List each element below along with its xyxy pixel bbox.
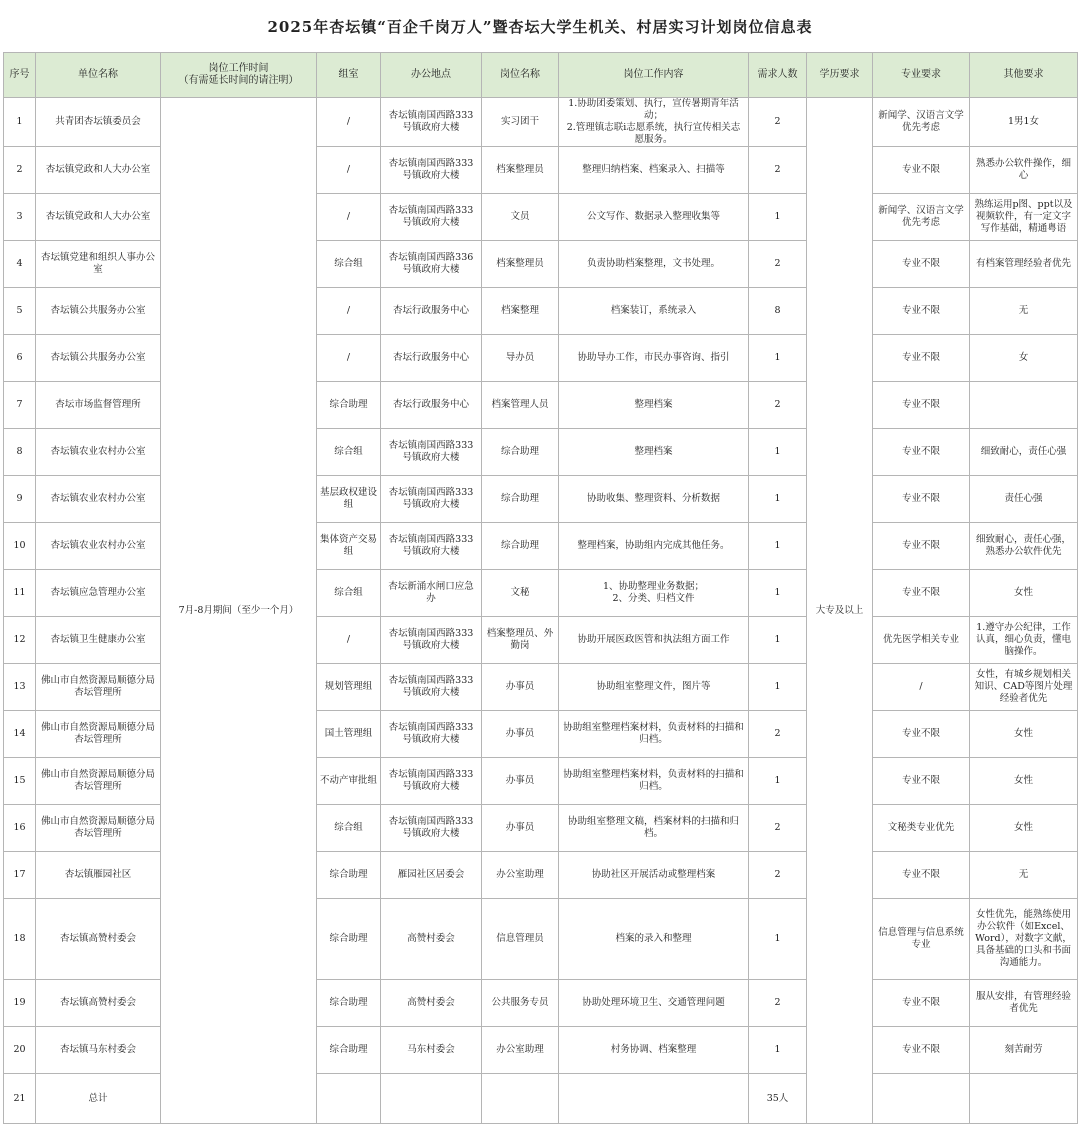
cell-content: 村务协调、档案整理 (559, 1027, 749, 1074)
cell-position: 公共服务专员 (482, 980, 559, 1027)
cell-group: 国土管理组 (317, 711, 381, 758)
cell-content: 协助组室整理档案材料，负责材料的扫描和归档。 (559, 711, 749, 758)
cell-content: 整理档案，协助组内完成其他任务。 (559, 523, 749, 570)
cell-seq: 17 (4, 852, 36, 899)
cell-content: 协助开展医政医管和执法组方面工作 (559, 617, 749, 664)
cell-content: 整理档案 (559, 382, 749, 429)
cell-unit: 杏坛镇农业农村办公室 (36, 523, 161, 570)
cell-count: 2 (749, 147, 807, 194)
cell-position: 办事员 (482, 805, 559, 852)
cell-group: 综合组 (317, 241, 381, 288)
cell-position: 信息管理员 (482, 899, 559, 980)
cell-group: 基层政权建设组 (317, 476, 381, 523)
cell-position: 档案整理员 (482, 241, 559, 288)
cell-unit: 杏坛镇公共服务办公室 (36, 288, 161, 335)
cell-content: 协助组室整理文稿，档案材料的扫描和归档。 (559, 805, 749, 852)
cell-count: 1 (749, 570, 807, 617)
cell-count: 2 (749, 241, 807, 288)
cell-count: 1 (749, 335, 807, 382)
cell-seq: 18 (4, 899, 36, 980)
cell-seq: 21 (4, 1074, 36, 1124)
cell-other: 女 (970, 335, 1078, 382)
cell-position: 办事员 (482, 711, 559, 758)
cell-position: 办公室助理 (482, 1027, 559, 1074)
cell-major: 专业不限 (873, 852, 970, 899)
cell-seq: 4 (4, 241, 36, 288)
cell-major: 专业不限 (873, 429, 970, 476)
cell-period-merged: 7月-8月期间（至少一个月） (161, 98, 317, 1124)
cell-unit: 佛山市自然资源局顺德分局杏坛管理所 (36, 711, 161, 758)
cell-unit: 杏坛镇党政和人大办公室 (36, 194, 161, 241)
cell-location: 杏坛镇南国西路333号镇政府大楼 (381, 194, 482, 241)
cell-unit: 杏坛镇雁园社区 (36, 852, 161, 899)
cell-other: 有档案管理经验者优先 (970, 241, 1078, 288)
cell-position: 档案整理员 (482, 147, 559, 194)
cell-group (317, 1074, 381, 1124)
cell-position: 综合助理 (482, 523, 559, 570)
cell-position: 办事员 (482, 664, 559, 711)
cell-unit: 佛山市自然资源局顺德分局杏坛管理所 (36, 758, 161, 805)
cell-location: 杏坛行政服务中心 (381, 382, 482, 429)
cell-position: 综合助理 (482, 429, 559, 476)
cell-seq: 19 (4, 980, 36, 1027)
cell-unit: 杏坛镇公共服务办公室 (36, 335, 161, 382)
cell-seq: 2 (4, 147, 36, 194)
cell-count: 1 (749, 758, 807, 805)
cell-content: 档案的录入和整理 (559, 899, 749, 980)
cell-count: 2 (749, 382, 807, 429)
cell-major: 专业不限 (873, 476, 970, 523)
page-title: 2025年杏坛镇“百企千岗万人”暨杏坛大学生机关、村居实习计划岗位信息表 (267, 17, 813, 36)
cell-group: 综合组 (317, 805, 381, 852)
cell-seq: 8 (4, 429, 36, 476)
cell-seq: 5 (4, 288, 36, 335)
cell-content: 1.协助团委策划、执行，宣传暑期青年活动； 2.管理镇志联i志愿系统，执行宣传相关志愿服务。 (559, 98, 749, 147)
cell-other: 女性 (970, 805, 1078, 852)
header-unit: 单位名称 (36, 53, 161, 98)
cell-group: 综合助理 (317, 382, 381, 429)
cell-group: / (317, 288, 381, 335)
cell-location: 杏坛镇南国西路333号镇政府大楼 (381, 429, 482, 476)
cell-unit: 杏坛镇党建和组织人事办公室 (36, 241, 161, 288)
cell-count: 2 (749, 711, 807, 758)
cell-position: 办事员 (482, 758, 559, 805)
cell-major: 信息管理与信息系统专业 (873, 899, 970, 980)
cell-content: 1、协助整理业务数据； 2、分类、归档文件 (559, 570, 749, 617)
cell-position (482, 1074, 559, 1124)
cell-education-merged: 大专及以上 (807, 98, 873, 1124)
cell-location: 杏坛镇南国西路333号镇政府大楼 (381, 711, 482, 758)
cell-count: 1 (749, 476, 807, 523)
cell-seq: 10 (4, 523, 36, 570)
cell-location: 杏坛镇南国西路333号镇政府大楼 (381, 98, 482, 147)
cell-major: 专业不限 (873, 1027, 970, 1074)
header-location: 办公地点 (381, 53, 482, 98)
cell-count: 1 (749, 899, 807, 980)
cell-other (970, 382, 1078, 429)
cell-other: 无 (970, 288, 1078, 335)
cell-group: 综合组 (317, 429, 381, 476)
cell-other: 女性 (970, 758, 1078, 805)
cell-unit: 共青团杏坛镇委员会 (36, 98, 161, 147)
cell-group: 综合助理 (317, 1027, 381, 1074)
cell-other: 女性 (970, 711, 1078, 758)
header-group: 组室 (317, 53, 381, 98)
cell-seq: 14 (4, 711, 36, 758)
cell-count: 1 (749, 617, 807, 664)
cell-count: 1 (749, 523, 807, 570)
cell-content: 协助收集、整理资料、分析数据 (559, 476, 749, 523)
cell-location: 杏坛镇南国西路333号镇政府大楼 (381, 476, 482, 523)
cell-major: 专业不限 (873, 711, 970, 758)
cell-count: 2 (749, 980, 807, 1027)
cell-location: 高赞村委会 (381, 980, 482, 1027)
table-header-row (4, 53, 1078, 98)
header-period-line2: （有需延长时间的请注明） (178, 75, 299, 86)
table-row (4, 98, 1078, 147)
cell-other: 责任心强 (970, 476, 1078, 523)
cell-group: 不动产审批组 (317, 758, 381, 805)
cell-other: 女性 (970, 570, 1078, 617)
cell-group: 综合助理 (317, 899, 381, 980)
cell-unit: 佛山市自然资源局顺德分局杏坛管理所 (36, 805, 161, 852)
cell-position: 档案整理员、外勤岗 (482, 617, 559, 664)
cell-content: 公文写作、数据录入整理收集等 (559, 194, 749, 241)
cell-location: 杏坛镇南国西路333号镇政府大楼 (381, 758, 482, 805)
cell-major: 专业不限 (873, 335, 970, 382)
cell-unit: 杏坛镇农业农村办公室 (36, 476, 161, 523)
cell-seq: 16 (4, 805, 36, 852)
cell-content: 协助组室整理档案材料，负责材料的扫描和归档。 (559, 758, 749, 805)
cell-unit: 杏坛镇马东村委会 (36, 1027, 161, 1074)
cell-seq: 3 (4, 194, 36, 241)
cell-count: 1 (749, 1027, 807, 1074)
cell-position: 文秘 (482, 570, 559, 617)
cell-major: 专业不限 (873, 570, 970, 617)
cell-location: 杏坛新涌水闸口应急办 (381, 570, 482, 617)
cell-seq: 13 (4, 664, 36, 711)
cell-group: 综合助理 (317, 980, 381, 1027)
cell-unit: 杏坛镇高赞村委会 (36, 899, 161, 980)
cell-seq: 1 (4, 98, 36, 147)
cell-count: 1 (749, 664, 807, 711)
cell-other: 1男1女 (970, 98, 1078, 147)
cell-other: 细致耐心，责任心强 (970, 429, 1078, 476)
cell-content: 协助社区开展活动或整理档案 (559, 852, 749, 899)
cell-group: / (317, 617, 381, 664)
cell-major: 专业不限 (873, 241, 970, 288)
cell-content: 整理档案 (559, 429, 749, 476)
cell-location: 杏坛镇南国西路333号镇政府大楼 (381, 147, 482, 194)
header-period (161, 53, 317, 98)
cell-major: 专业不限 (873, 288, 970, 335)
cell-major: / (873, 664, 970, 711)
header-major: 专业要求 (873, 53, 970, 98)
cell-unit: 杏坛镇应急管理办公室 (36, 570, 161, 617)
cell-position: 档案管理人员 (482, 382, 559, 429)
cell-location: 杏坛行政服务中心 (381, 335, 482, 382)
header-education: 学历要求 (807, 53, 873, 98)
cell-position: 实习团干 (482, 98, 559, 147)
cell-location: 杏坛镇南国西路333号镇政府大楼 (381, 664, 482, 711)
cell-position: 综合助理 (482, 476, 559, 523)
cell-count: 2 (749, 98, 807, 147)
cell-unit: 佛山市自然资源局顺德分局杏坛管理所 (36, 664, 161, 711)
cell-seq: 15 (4, 758, 36, 805)
cell-other: 女性优先，能熟练使用办公软件（如Excel、Word），对数字文献，具备基础的口头和书面沟通能力。 (970, 899, 1078, 980)
header-count: 需求人数 (749, 53, 807, 98)
cell-seq: 12 (4, 617, 36, 664)
cell-other: 服从安排，有管理经验者优先 (970, 980, 1078, 1027)
cell-other: 刻苦耐劳 (970, 1027, 1078, 1074)
cell-position: 导办员 (482, 335, 559, 382)
cell-content: 协助组室整理文件，图片等 (559, 664, 749, 711)
cell-count: 2 (749, 852, 807, 899)
cell-content: 档案装订，系统录入 (559, 288, 749, 335)
cell-seq: 20 (4, 1027, 36, 1074)
cell-seq: 7 (4, 382, 36, 429)
cell-location: 杏坛镇南国西路336号镇政府大楼 (381, 241, 482, 288)
cell-location: 马东村委会 (381, 1027, 482, 1074)
cell-position: 文员 (482, 194, 559, 241)
cell-location: 杏坛镇南国西路333号镇政府大楼 (381, 523, 482, 570)
header-position: 岗位名称 (482, 53, 559, 98)
cell-group: 集体资产交易组 (317, 523, 381, 570)
cell-count: 1 (749, 194, 807, 241)
position-table (3, 52, 1078, 1124)
cell-group: / (317, 194, 381, 241)
cell-unit: 杏坛市场监督管理所 (36, 382, 161, 429)
cell-unit: 杏坛镇党政和人大办公室 (36, 147, 161, 194)
header-other: 其他要求 (970, 53, 1078, 98)
cell-other: 女性，有城乡规划相关知识、CAD等图片处理经验者优先 (970, 664, 1078, 711)
cell-content: 负责协助档案整理，文书处理。 (559, 241, 749, 288)
cell-other: 熟练运用p图、ppt以及视频软件，有一定文字写作基础，精通粤语 (970, 194, 1078, 241)
cell-location: 高赞村委会 (381, 899, 482, 980)
cell-other: 1.遵守办公纪律，工作认真，细心负责，懂电脑操作。 (970, 617, 1078, 664)
cell-content (559, 1074, 749, 1124)
cell-content: 协助导办工作，市民办事咨询、指引 (559, 335, 749, 382)
cell-location: 杏坛镇南国西路333号镇政府大楼 (381, 617, 482, 664)
cell-position: 办公室助理 (482, 852, 559, 899)
cell-seq: 6 (4, 335, 36, 382)
total-label: 总计 (36, 1074, 161, 1124)
cell-group: / (317, 147, 381, 194)
cell-content: 整理归纳档案、档案录入、扫描等 (559, 147, 749, 194)
cell-count: 2 (749, 805, 807, 852)
cell-group: 规划管理组 (317, 664, 381, 711)
cell-count: 8 (749, 288, 807, 335)
cell-location: 杏坛行政服务中心 (381, 288, 482, 335)
cell-other: 熟悉办公软件操作，细心 (970, 147, 1078, 194)
cell-group: 综合助理 (317, 852, 381, 899)
cell-location (381, 1074, 482, 1124)
header-seq: 序号 (4, 53, 36, 98)
cell-other: 细致耐心，责任心强，熟悉办公软件优先 (970, 523, 1078, 570)
total-count: 35人 (749, 1074, 807, 1124)
cell-major: 专业不限 (873, 147, 970, 194)
cell-unit: 杏坛镇高赞村委会 (36, 980, 161, 1027)
cell-other (970, 1074, 1078, 1124)
cell-content: 协助处理环境卫生、交通管理问题 (559, 980, 749, 1027)
cell-unit: 杏坛镇卫生健康办公室 (36, 617, 161, 664)
cell-location: 雁园社区居委会 (381, 852, 482, 899)
cell-group: 综合组 (317, 570, 381, 617)
cell-major: 新闻学、汉语言文学优先考虑 (873, 98, 970, 147)
cell-count: 1 (749, 429, 807, 476)
cell-seq: 9 (4, 476, 36, 523)
cell-major: 文秘类专业优先 (873, 805, 970, 852)
cell-major: 专业不限 (873, 980, 970, 1027)
cell-position: 档案整理 (482, 288, 559, 335)
cell-group: / (317, 98, 381, 147)
cell-unit: 杏坛镇农业农村办公室 (36, 429, 161, 476)
cell-major: 优先医学相关专业 (873, 617, 970, 664)
cell-major: 新闻学、汉语言文学优先考虑 (873, 194, 970, 241)
header-content: 岗位工作内容 (559, 53, 749, 98)
cell-major: 专业不限 (873, 758, 970, 805)
cell-major: 专业不限 (873, 382, 970, 429)
cell-seq: 11 (4, 570, 36, 617)
header-period-line1: 岗位工作时间 (208, 63, 269, 74)
cell-major (873, 1074, 970, 1124)
cell-group: / (317, 335, 381, 382)
cell-major: 专业不限 (873, 523, 970, 570)
cell-location: 杏坛镇南国西路333号镇政府大楼 (381, 805, 482, 852)
cell-other: 无 (970, 852, 1078, 899)
